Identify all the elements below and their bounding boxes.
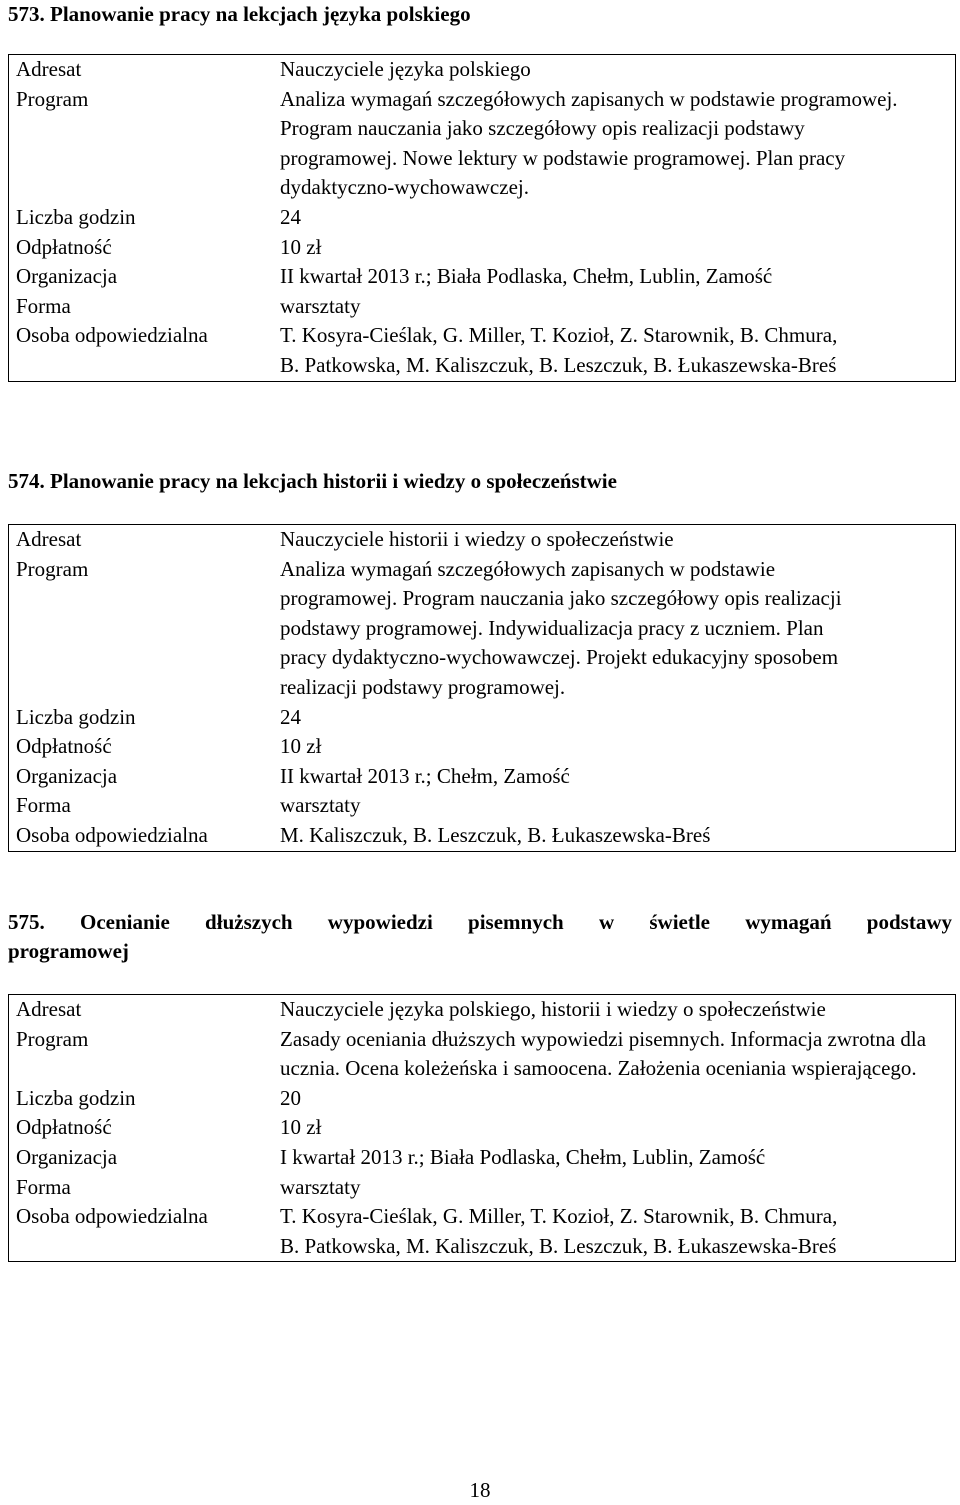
label-program: Program — [16, 86, 89, 111]
row-organization — [9, 262, 956, 292]
section-575-table — [8, 994, 956, 1262]
row-fee — [9, 732, 956, 762]
row-hours — [9, 703, 956, 733]
value-program: Zasady oceniania dłuższych wypowiedzi pisemnych. Informacja zwrotna dla ucznia. Ocena koleżeńska i samoocena. Założenia oceniania wspierającego. — [280, 1026, 927, 1081]
value-fee: 10 zł — [280, 1115, 322, 1140]
row-adresat — [9, 995, 956, 1025]
row-program — [9, 1025, 956, 1084]
value-program: Analiza wymagań szczegółowych zapisanych w podstawie programowej. Program nauczania jako szczegółowy opis realizacji podstawy programowej. Nowe lektury w podstawie programowej. Plan pracy dydaktyczno-wychowawczej. — [280, 86, 898, 200]
value-adresat: Nauczyciele języka polskiego, historii i wiedzy o społeczeństwie — [280, 997, 826, 1021]
row-program — [9, 85, 956, 203]
row-fee — [9, 233, 956, 263]
label-hours: Liczba godzin — [16, 204, 136, 229]
label-form: Forma — [16, 793, 71, 818]
section-title-line-1 — [8, 908, 952, 937]
row-fee — [9, 1113, 956, 1143]
value-organization: II kwartał 2013 r.; Chełm, Zamość — [280, 763, 570, 788]
row-responsible — [9, 821, 956, 851]
label-program: Program — [16, 556, 89, 581]
row-program — [9, 555, 956, 703]
label-organization: Organizacja — [16, 763, 118, 788]
value-organization: II kwartał 2013 r.; Biała Podlaska, Chełm, Lublin, Zamość — [280, 264, 773, 289]
row-adresat — [9, 55, 956, 85]
row-form — [9, 791, 956, 821]
label-organization: Organizacja — [16, 1144, 118, 1169]
value-responsible: M. Kaliszczuk, B. Leszczuk, B. Łukaszewska-Breś — [280, 822, 711, 847]
row-form — [9, 292, 956, 322]
value-responsible: T. Kosyra-Cieślak, G. Miller, T. Kozioł, Z. Starownik, B. Chmura, B. Patkowska, M. Kaliszczuk, B. Leszczuk, B. Łukaszewska-Breś — [280, 1204, 838, 1258]
value-responsible: T. Kosyra-Cieślak, G. Miller, T. Kozioł, Z. Starownik, B. Chmura, B. Patkowska, M. Kaliszczuk, B. Leszczuk, B. Łukaszewska-Breś — [280, 323, 838, 377]
label-hours: Liczba godzin — [16, 1085, 136, 1110]
section-573-table — [8, 54, 956, 382]
value-organization: I kwartał 2013 r.; Biała Podlaska, Chełm, Lublin, Zamość — [280, 1144, 766, 1169]
label-responsible: Osoba odpowiedzialna — [16, 822, 208, 847]
section-575-heading — [8, 908, 952, 966]
section-title: Planowanie pracy na lekcjach języka polskiego — [50, 2, 471, 26]
value-hours: 20 — [280, 1085, 301, 1110]
row-responsible — [9, 1202, 956, 1262]
value-form: warsztaty — [280, 793, 361, 818]
label-program: Program — [16, 1026, 89, 1051]
row-responsible — [9, 321, 956, 381]
row-form — [9, 1173, 956, 1203]
label-adresat: Adresat — [16, 997, 82, 1021]
page-number: 18 — [469, 1478, 491, 1502]
value-adresat: Nauczyciele języka polskiego — [280, 57, 531, 81]
value-fee: 10 zł — [280, 734, 322, 759]
label-fee: Odpłatność — [16, 734, 112, 759]
label-fee: Odpłatność — [16, 234, 112, 259]
label-responsible: Osoba odpowiedzialna — [16, 323, 208, 348]
label-fee: Odpłatność — [16, 1115, 112, 1140]
label-form: Forma — [16, 1174, 71, 1199]
label-organization: Organizacja — [16, 264, 118, 289]
value-program: Analiza wymagań szczegółowych zapisanych w podstawie programowej. Program nauczania jako szczegółowy opis realizacji podstawy programowej. Indywidualizacja pracy z uczniem. Plan pracy dydaktyczno-wychowawczej. Projekt edukacyjny sposobem realizacji podstawy programowej. — [280, 556, 842, 699]
section-number: 573. — [8, 2, 45, 26]
section-574-heading — [8, 467, 952, 496]
value-form: warsztaty — [280, 293, 361, 318]
value-fee: 10 zł — [280, 234, 322, 259]
row-hours — [9, 203, 956, 233]
label-form: Forma — [16, 293, 71, 318]
section-number: 574. — [8, 469, 45, 493]
label-responsible: Osoba odpowiedzialna — [16, 1204, 208, 1229]
section-title: Planowanie pracy na lekcjach historii i wiedzy o społeczeństwie — [50, 469, 617, 493]
value-form: warsztaty — [280, 1174, 361, 1199]
section-number: 575. — [8, 910, 45, 934]
label-adresat: Adresat — [16, 57, 82, 81]
row-adresat — [9, 525, 956, 555]
row-organization — [9, 762, 956, 792]
section-573-heading — [8, 0, 952, 29]
label-hours: Liczba godzin — [16, 704, 136, 729]
section-574-table — [8, 524, 956, 852]
row-organization — [9, 1143, 956, 1173]
value-hours: 24 — [280, 704, 301, 729]
section-title: Ocenianie dłuższych wypowiedzi pisemnych w świetle wymagań podstawy — [80, 910, 952, 934]
value-hours: 24 — [280, 204, 301, 229]
section-title-line-2: programowej — [8, 939, 129, 963]
row-hours — [9, 1084, 956, 1114]
value-adresat: Nauczyciele historii i wiedzy o społeczeństwie — [280, 527, 674, 551]
label-adresat: Adresat — [16, 527, 82, 551]
